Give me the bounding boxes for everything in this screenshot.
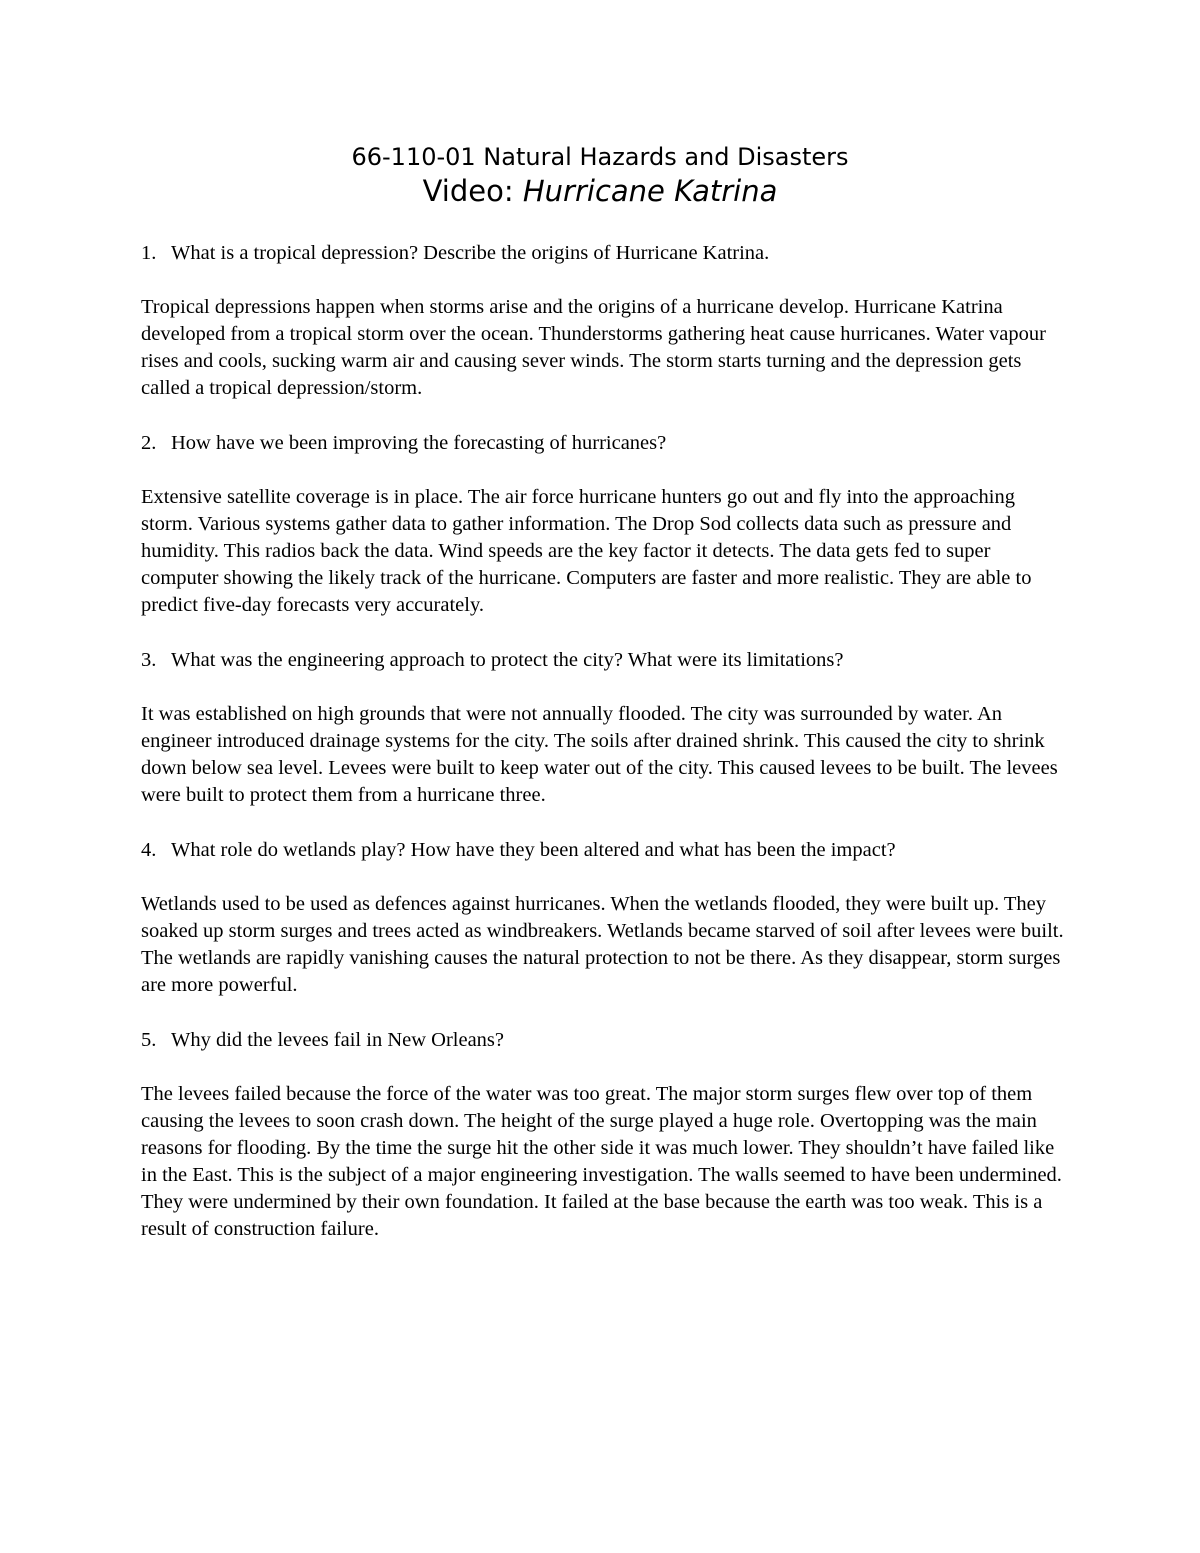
question-5-number: 5.	[141, 1029, 157, 1051]
question-1-number: 1.	[141, 242, 157, 264]
answer-3: It was established on high grounds that were not annually flooded. The city was surrounded by water. An engineer introduced drainage systems for the city. The soils after drained shrink. This caused the city to shrink down below sea level. Levees were built to keep water out of the city. This caused levees to be built. The levees were built to protect them from a hurricane three.	[141, 703, 1058, 806]
video-title-name: Hurricane Katrina	[522, 174, 778, 208]
question-3-number: 3.	[141, 649, 157, 671]
question-2-number: 2.	[141, 432, 157, 454]
video-title-prefix: Video:	[422, 174, 523, 208]
answer-1: Tropical depressions happen when storms arise and the origins of a hurricane develop. Hurricane Katrina developed from a tropical storm over the ocean. Thunderstorms gathering heat cause hurricanes. Water vapour rises and cools, sucking warm air and causing sever winds. The storm starts turning and the depression gets called a tropical depression/storm.	[141, 296, 1046, 399]
question-5	[141, 1027, 1071, 1054]
answer-4: Wetlands used to be used as defences against hurricanes. When the wetlands flooded, they were built up. They soaked up storm surges and trees acted as windbreakers. Wetlands became starved of soil after levees were built. The wetlands are rapidly vanishing causes the natural protection to not be there. As they disappear, storm surges are more powerful.	[141, 893, 1064, 996]
question-2-text: How have we been improving the forecasting of hurricanes?	[171, 432, 667, 454]
question-4	[141, 837, 1071, 864]
answer-5: The levees failed because the force of the water was too great. The major storm surges flew over top of them causing the levees to soon crash down. The height of the surge played a huge role. Overtopping was the main reasons for flooding. By the time the surge hit the other side it was much lower. They shouldn’t have failed like in the East. This is the subject of a major engineering investigation. The walls seemed to have been undermined. They were undermined by their own foundation. It failed at the base because the earth was too weak. This is a result of construction failure.	[141, 1083, 1062, 1240]
course-title: 66-110-01 Natural Hazards and Disasters	[351, 143, 849, 171]
question-1	[141, 240, 1071, 267]
question-4-number: 4.	[141, 839, 157, 861]
answer-2: Extensive satellite coverage is in place. The air force hurricane hunters go out and fly into the approaching storm. Various systems gather data to gather information. The Drop Sod collects data such as pressure and humidity. This radios back the data. Wind speeds are the key factor it detects. The data gets fed to super computer showing the likely track of the hurricane. Computers are faster and more realistic. They are able to predict five-day forecasts very accurately.	[141, 486, 1032, 616]
question-5-text: Why did the levees fail in New Orleans?	[171, 1029, 505, 1051]
question-1-text: What is a tropical depression? Describe the origins of Hurricane Katrina.	[171, 242, 770, 264]
question-3	[141, 647, 1071, 674]
question-4-text: What role do wetlands play? How have they been altered and what has been the impact?	[171, 839, 896, 861]
question-3-text: What was the engineering approach to protect the city? What were its limitations?	[171, 649, 844, 671]
question-2	[141, 430, 1071, 457]
video-title	[0, 172, 1200, 210]
